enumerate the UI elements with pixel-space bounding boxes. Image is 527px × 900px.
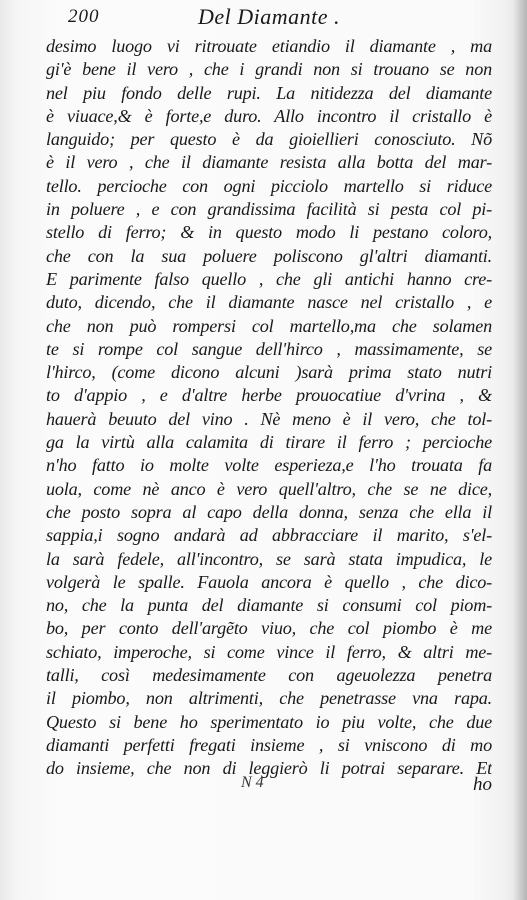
text-line: l'hirco, (come dicono alcuni )sarà prima stato nutri	[46, 362, 492, 383]
text-line: desimo luogo vi ritrouate etiandio il diamante , ma	[46, 36, 492, 56]
text-line: ga la virtù alla calamita di tirare il ferro ; percioche	[46, 432, 492, 453]
text-line: do insieme, che non di leggierò li potrai separare. Et	[46, 758, 492, 779]
text-line: gi'è bene il vero , che i grandi non si trouano se non	[46, 59, 492, 80]
text-line: duto, dicendo, che il diamante nasce nel cristallo , e	[46, 292, 492, 313]
page-number: 200	[68, 6, 100, 27]
text-line: tello. percioche con ogni picciolo martello si riduce	[46, 175, 492, 196]
text-line: n'ho fatto io molte volte esperieza,e l'ho trouata fa	[46, 455, 492, 476]
text-line: sappia,i sogno andarà ad abbracciare il marito, s'el-	[46, 525, 492, 546]
text-line: che con la sua poluere poliscono gl'altri diamanti.	[46, 245, 492, 266]
text-line: la sarà fedele, all'incontro, se sarà stata impudica, le	[46, 548, 492, 569]
text-line: il piombo, non altrimenti, che penetrasse vna rapa.	[46, 688, 492, 709]
text-line: talli, così medesimamente con ageuolezza penetra	[46, 665, 492, 686]
text-line: hauerà beuuto del vino . Nè meno è il vero, che tol-	[46, 408, 492, 429]
text-line: te si rompe col sangue dell'hirco , massimamente, se	[46, 338, 492, 359]
text-line: che posto sopra al capo della donna, senza che ella il	[46, 501, 492, 522]
text-line: nel piu fondo delle rupi. La nitidezza del diamante	[46, 82, 492, 103]
text-line: che non può rompersi col martello,ma che solamen	[46, 315, 492, 336]
page-footer	[46, 774, 492, 814]
running-title: Del Diamante .	[198, 4, 341, 29]
text-line: E parimente falso quello , che gli antichi hanno cre-	[46, 268, 492, 289]
page-header	[68, 4, 487, 30]
signature-mark: N 4	[241, 774, 264, 791]
text-line: stello di ferro; & in questo modo li pestano coloro,	[46, 222, 492, 243]
text-line: diamanti perfetti fregati insieme , si vniscono di mo	[46, 734, 492, 755]
text-line: uola, come nè anco è vero quell'altro, che se ne dice,	[46, 478, 492, 499]
text-line: Questo si bene ho sperimentato io piu volte, che due	[46, 711, 492, 732]
body-text	[46, 35, 492, 781]
text-line: è viuace,& è forte,e duro. Allo incontro il cristallo è	[46, 105, 492, 126]
text-line: è il vero , che il diamante resista alla botta del mar-	[46, 152, 492, 173]
text-line: schiato, imperoche, si come vince il ferro, & altri me-	[46, 641, 492, 662]
text-line: bo, per conto dell'argẽto viuo, che col piombo è me	[46, 618, 492, 639]
text-line: languido; per questo è da gioiellieri conosciuto. Nõ	[46, 129, 492, 150]
text-line: no, che la punta del diamante si consumi col piom-	[46, 595, 492, 616]
text-line: volgerà le spalle. Fauola ancora è quello , che dico-	[46, 571, 492, 592]
text-line: to d'appio , e d'altre herbe prouocatiue d'vrina , &	[46, 385, 492, 406]
catchword: ho	[473, 774, 492, 795]
gutter-shadow	[513, 0, 527, 900]
text-line: in poluere , e con grandissima facilità si pesta col pi-	[46, 199, 492, 220]
